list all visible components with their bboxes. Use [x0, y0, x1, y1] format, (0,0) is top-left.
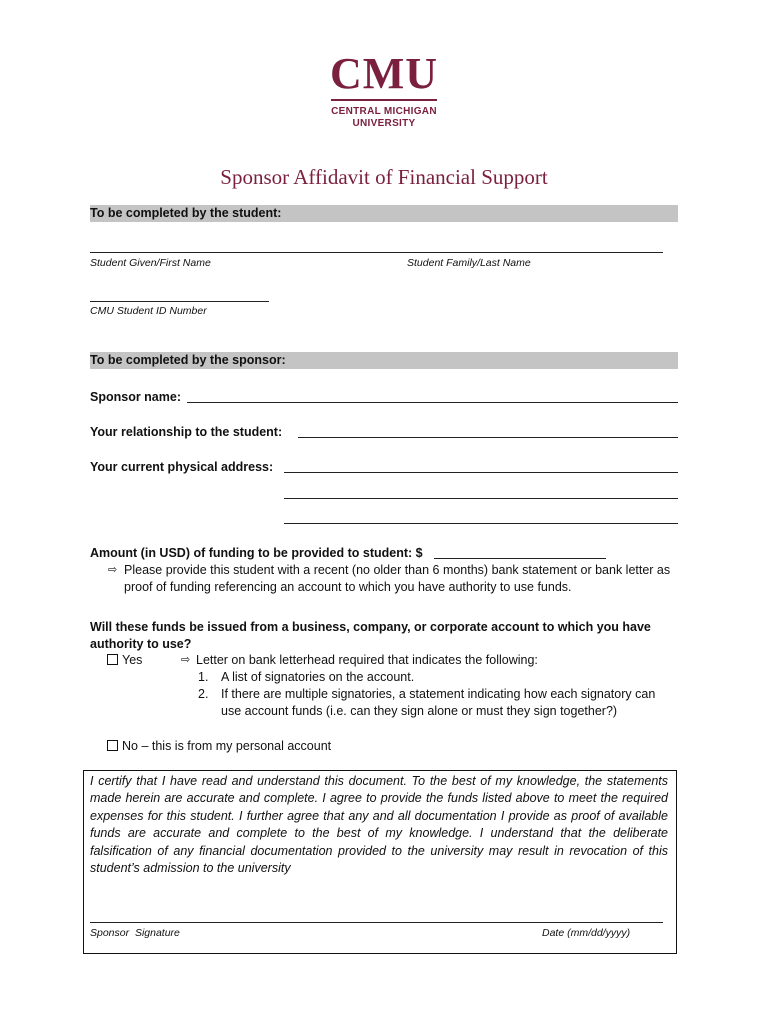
- signature-caption: Sponsor Signature: [90, 927, 180, 939]
- address-line-3[interactable]: [284, 523, 678, 524]
- address-label: Your current physical address:: [90, 460, 274, 474]
- student-id-caption: CMU Student ID Number: [90, 305, 207, 317]
- no-option[interactable]: [107, 738, 331, 755]
- address-line-2[interactable]: [284, 498, 678, 499]
- logo-line-2: UNIVERSITY: [352, 118, 416, 129]
- no-checkbox-icon[interactable]: [107, 740, 118, 751]
- yes-option[interactable]: [107, 652, 142, 669]
- address-line-1[interactable]: [284, 472, 678, 473]
- date-caption: Date (mm/dd/yyyy): [542, 927, 631, 939]
- student-id-line[interactable]: [90, 301, 269, 302]
- family-name-caption: Student Family/Last Name: [407, 257, 531, 269]
- no-label: No – this is from my personal account: [122, 739, 332, 753]
- yes-label: Yes: [122, 653, 143, 667]
- certification-text: I certify that I have read and understand this document. To the best of my knowledge, the statements made herein are accurate and complete. I agree to provide the funds listed above to meet the required expenses for this student. I further agree that any and all documentation I provide as proof of available funds are accurate and complete to the best of my knowledge. I understand that the deliberate falsification of any financial documentation provided to the university may result in revocation of this student’s admission to the university: [90, 774, 668, 876]
- cmu-logo-wordmark: CMU: [329, 49, 439, 98]
- funding-amount-line[interactable]: [434, 558, 606, 559]
- arrow-icon: ⇨: [108, 564, 118, 576]
- requirement-item-1: A list of signatories on the account.: [221, 670, 415, 684]
- student-section-header: To be completed by the student:: [90, 205, 678, 222]
- relationship-label: Your relationship to the student:: [90, 425, 283, 439]
- sponsor-section-header: To be completed by the sponsor:: [90, 352, 678, 369]
- funding-instruction: Please provide this student with a recent (no older than 6 months) bank statement or bank letter as proof of funding referencing an account to which you have authority to use funds.: [124, 563, 671, 594]
- business-account-question: Will these funds be issued from a business, company, or corporate account to which you have authority to use?: [90, 620, 651, 651]
- requirement-item-2: If there are multiple signatories, a statement indicating how each signatory can use account funds (i.e. can they sign alone or must they sign together?): [221, 687, 656, 718]
- logo-divider: [331, 99, 437, 101]
- yes-instruction: Letter on bank letterhead required that indicates the following:: [196, 653, 538, 667]
- relationship-line[interactable]: [298, 437, 678, 438]
- funding-amount-label: Amount (in USD) of funding to be provided to student: $: [90, 546, 423, 560]
- logo-line-1: CENTRAL MICHIGAN: [331, 106, 437, 117]
- student-name-line[interactable]: [90, 252, 663, 253]
- sponsor-name-label: Sponsor name:: [90, 390, 181, 404]
- given-name-caption: Student Given/First Name: [90, 257, 211, 269]
- requirement-number-1: 1.: [198, 670, 209, 684]
- requirement-number-2: 2.: [198, 687, 209, 701]
- yes-checkbox-icon[interactable]: [107, 654, 118, 665]
- arrow-icon: ⇨: [181, 654, 191, 666]
- signature-line[interactable]: [90, 922, 663, 923]
- document-title: Sponsor Affidavit of Financial Support: [220, 165, 548, 189]
- sponsor-name-line[interactable]: [187, 402, 678, 403]
